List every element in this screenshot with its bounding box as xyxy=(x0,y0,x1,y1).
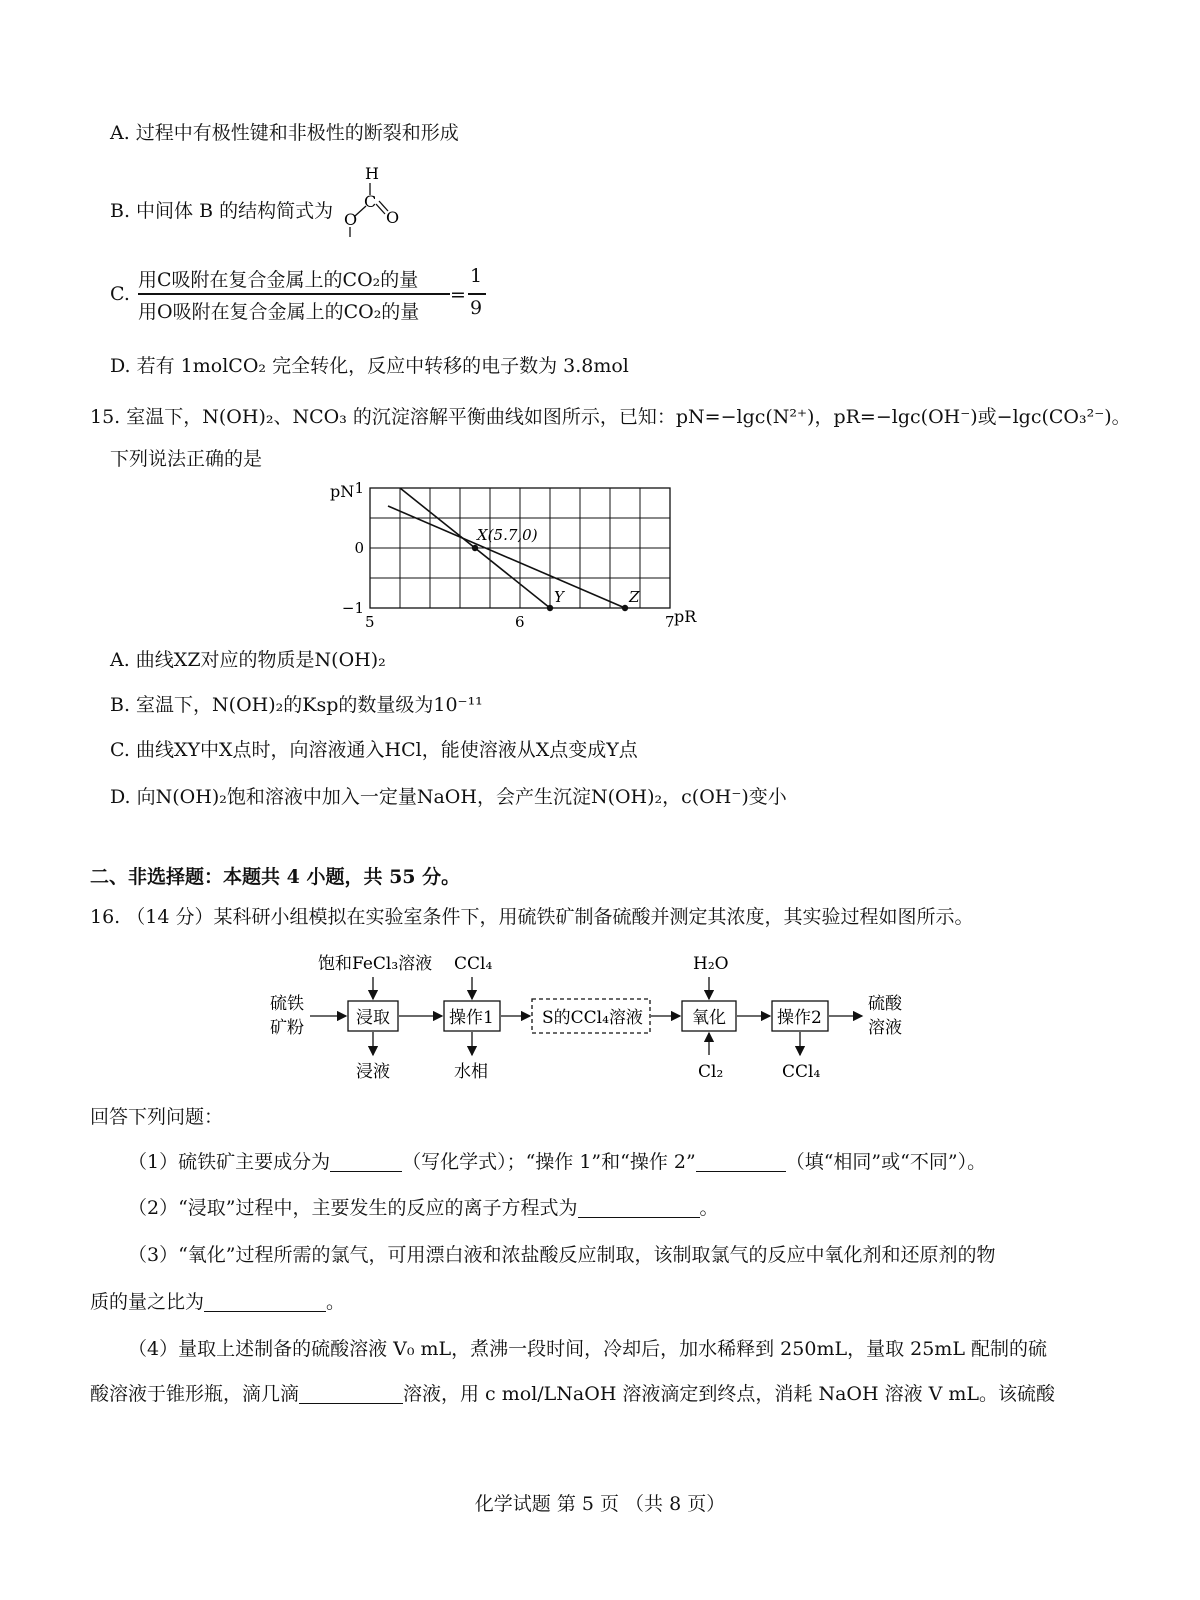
q14-option-c-prefix: C. xyxy=(110,283,130,305)
q16-part1-text-b: （写化学式）；“操作 1”和“操作 2” xyxy=(402,1151,696,1173)
q16-part3-line2 xyxy=(90,1290,345,1314)
blank-2-equation[interactable] xyxy=(578,1197,700,1218)
q16-stem: 16. （14 分）某科研小组模拟在实验室条件下，用硫铁矿制备硫酸并测定其浓度，其实验过程如图所示。 xyxy=(90,906,974,928)
y-axis-label: pN xyxy=(330,482,355,501)
q15-option-d: D. 向N(OH)₂饱和溶液中加入一定量NaOH，会产生沉淀N(OH)₂，c(OH⁻)变小 xyxy=(110,786,787,808)
q14-option-c-value xyxy=(468,265,488,325)
page-footer: 化学试题 第 5 页 （共 8 页） xyxy=(474,1493,726,1515)
point-label: Y xyxy=(554,588,564,606)
q15-stem-line1: 15. 室温下，N(OH)₂、NCO₃ 的沉淀溶解平衡曲线如图所示，已知：pN=−lgc(N²⁺)，pR=−lgc(OH⁻)或−lgc(CO₃²⁻)。 xyxy=(90,406,1131,428)
blank-4-indicator[interactable] xyxy=(299,1383,403,1404)
value-denominator: 9 xyxy=(470,297,483,319)
structure-formula-b xyxy=(335,163,405,238)
atom-o-right: O xyxy=(386,208,400,227)
flow-start-line1: 硫铁 xyxy=(270,994,304,1014)
y-tick-label: 1 xyxy=(354,479,364,497)
q16-part3-text-c: 。 xyxy=(326,1291,346,1313)
output-ccl4: CCl₄ xyxy=(782,1062,821,1082)
y-tick-label: 0 xyxy=(354,539,364,557)
input-chlorine: Cl₂ xyxy=(698,1062,724,1082)
series-line-2 xyxy=(388,506,625,608)
fraction-numerator: 用C吸附在复合金属上的CO₂的量 xyxy=(138,269,419,291)
process-flow-diagram xyxy=(260,945,940,1090)
q16-part2-text-b: 。 xyxy=(699,1197,719,1219)
point-label: X(5.7,0) xyxy=(477,526,538,544)
box-operation1-label: 操作1 xyxy=(449,1008,494,1028)
x-tick-label: 7 xyxy=(665,613,675,631)
x-tick-label: 5 xyxy=(365,613,375,631)
q16-part1-text-a: （1）硫铁矿主要成分为 xyxy=(128,1151,331,1173)
point-label: Z xyxy=(629,588,640,606)
blank-1-same-diff[interactable] xyxy=(696,1151,786,1172)
value-numerator: 1 xyxy=(470,265,483,287)
y-tick-label: −1 xyxy=(341,599,364,617)
chart-grid xyxy=(370,488,670,608)
box-leaching-label: 浸取 xyxy=(356,1008,390,1028)
q16-part1-text-c: （填“相同”或“不同”）。 xyxy=(785,1151,987,1173)
atom-c: C xyxy=(364,192,377,211)
flow-end-line2: 溶液 xyxy=(868,1018,902,1038)
q16-part4-text-c: 溶液，用 c mol/LNaOH 溶液滴定到终点，消耗 NaOH 溶液 V mL。该硫酸 xyxy=(403,1383,1056,1405)
flow-end-line1: 硫酸 xyxy=(868,994,902,1014)
section-heading: 二、非选择题：本题共 4 小题，共 55 分。 xyxy=(90,866,461,888)
pn-pr-chart xyxy=(320,478,720,638)
x-tick-label: 6 xyxy=(515,613,525,631)
q14-option-c-fraction xyxy=(138,265,458,325)
point-marker xyxy=(547,605,553,611)
input-fecl3: 饱和FeCl₃溶液 xyxy=(318,954,433,974)
q16-part1 xyxy=(128,1150,986,1174)
fraction-denominator: 用O吸附在复合金属上的CO₂的量 xyxy=(138,301,420,323)
q15-option-b: B. 室温下，N(OH)₂的Ksp的数量级为10⁻¹¹ xyxy=(110,694,483,716)
q16-part2-text-a: （2）“浸取”过程中，主要发生的反应的离子方程式为 xyxy=(128,1197,578,1219)
box-operation2-label: 操作2 xyxy=(777,1008,822,1028)
chart-annotations xyxy=(472,526,640,611)
value-bar xyxy=(468,293,486,295)
q15-option-c: C. 曲线XY中X点时，向溶液通入HCl，能使溶液从X点变成Y点 xyxy=(110,739,638,761)
q16-part2 xyxy=(128,1196,719,1220)
q16-answer-intro: 回答下列问题： xyxy=(90,1106,224,1128)
q16-part4-text-b: 酸溶液于锥形瓶，滴几滴 xyxy=(90,1383,300,1405)
point-marker xyxy=(622,605,628,611)
q14-option-a: A. 过程中有极性键和非极性的断裂和形成 xyxy=(110,122,459,144)
input-water: H₂O xyxy=(693,954,729,974)
point-marker xyxy=(472,545,478,551)
q14-option-b: B. 中间体 B 的结构简式为 xyxy=(110,200,334,222)
input-ccl4: CCl₄ xyxy=(454,954,493,974)
box-oxidation-label: 氧化 xyxy=(692,1008,726,1028)
output-aqueous: 水相 xyxy=(454,1062,488,1082)
q15-option-a: A. 曲线XZ对应的物质是N(OH)₂ xyxy=(110,649,386,671)
q15-stem-line2: 下列说法正确的是 xyxy=(110,448,263,470)
q16-part3-text-b: 质的量之比为 xyxy=(90,1291,205,1313)
fraction-bar xyxy=(138,293,450,295)
q14-option-d: D. 若有 1molCO₂ 完全转化，反应中转移的电子数为 3.8mol xyxy=(110,355,629,377)
blank-1-formula[interactable] xyxy=(330,1151,402,1172)
x-axis-label: pR xyxy=(674,607,697,626)
atom-h: H xyxy=(365,164,379,183)
q16-part3-line1: （3）“氧化”过程所需的氯气，可用漂白液和浓盐酸反应制取，该制取氯气的反应中氧化剂和还原剂的物 xyxy=(128,1244,996,1266)
q14-option-c-equals: = xyxy=(450,284,466,306)
q16-part4-line1: （4）量取上述制备的硫酸溶液 V₀ mL，煮沸一段时间，冷却后，加水稀释到 250mL，量取 25mL 配制的硫 xyxy=(128,1338,1047,1360)
atom-o-left: O xyxy=(344,210,358,229)
blank-3-ratio[interactable] xyxy=(204,1291,326,1312)
output-leachate: 浸液 xyxy=(356,1062,390,1082)
box-s-ccl4-label: S的CCl₄溶液 xyxy=(542,1008,643,1028)
q16-part4-line2 xyxy=(90,1382,1055,1406)
flow-start-line2: 矿粉 xyxy=(270,1018,304,1038)
